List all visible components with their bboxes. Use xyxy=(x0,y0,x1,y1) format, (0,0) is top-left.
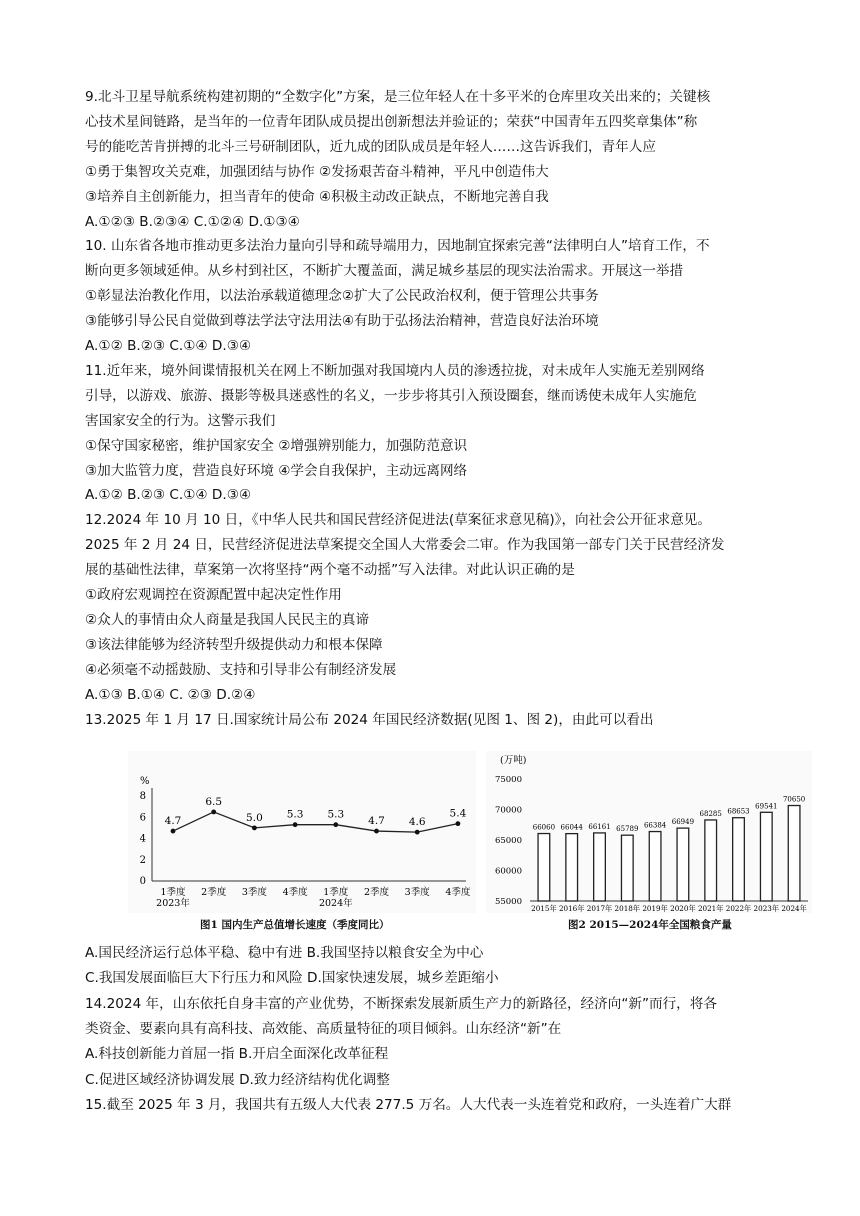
y-tick-label: 8 xyxy=(139,791,146,802)
x-tick-label: 3季度 xyxy=(404,887,430,898)
y-axis-unit: (万吨) xyxy=(500,755,527,766)
x-tick-label: 2022年 xyxy=(725,904,752,913)
text-line: 9.北斗卫星导航系统构建初期的“全数字化”方案，是三位年轻人在十多平米的仓库里攻关出来的；关键核 xyxy=(85,89,711,105)
data-point xyxy=(293,822,298,827)
data-label: 66044 xyxy=(560,823,583,832)
text-line: 2025 年 2 月 24 日，民营经济促进法草案提交全国人大常委会二审。作为我国第一部专门关于民营经济发 xyxy=(85,537,725,554)
x-tick-label: 1季度 xyxy=(323,887,349,898)
text-line: 引导，以游戏、旅游、摄影等极具迷惑性的名义，一步步将其引入预设圈套，继而诱使未成年人实施危 xyxy=(85,387,697,404)
text-line: ③加大监管力度，营造良好环境 ④学会自我保护，主动远离网络 xyxy=(85,462,468,479)
text-line: 断向更多领域延伸。从乡村到社区，不断扩大覆盖面，满足城乡基层的现实法治需求。开展这一举措 xyxy=(85,263,684,280)
text-line: ①彰显法治教化作用，以法治承载道德理念②扩大了公民政治权利，便于管理公共事务 xyxy=(85,288,599,305)
bar xyxy=(538,834,550,901)
x-tick-label: 2023年 xyxy=(156,898,190,909)
data-label: 68653 xyxy=(727,807,750,816)
chart-gdp-growth xyxy=(128,751,476,913)
x-tick-label: 2季度 xyxy=(201,887,227,898)
data-label: 68285 xyxy=(699,809,722,818)
data-label: 66060 xyxy=(532,823,556,832)
text-line: ③能够引导公民自觉做到尊法学法守法用法④有助于弘扬法治精神，营造良好法治环境 xyxy=(85,313,599,330)
data-point xyxy=(333,822,338,827)
bar xyxy=(677,828,689,901)
x-tick-label: 2021年 xyxy=(697,904,724,913)
bar xyxy=(566,834,578,901)
data-label: 66161 xyxy=(588,822,611,831)
y-tick-label: 70000 xyxy=(494,805,522,816)
data-label: 66384 xyxy=(643,821,667,830)
data-point xyxy=(252,825,257,830)
data-label: 6.5 xyxy=(205,795,223,808)
y-axis-unit: % xyxy=(140,776,150,787)
x-tick-label: 2016年 xyxy=(558,904,585,913)
x-tick-label: 2015年 xyxy=(531,904,557,913)
y-tick-label: 4 xyxy=(139,833,146,845)
data-label: 5.4 xyxy=(449,807,467,820)
x-tick-label: 4季度 xyxy=(282,887,308,898)
data-label: 66949 xyxy=(671,818,695,827)
data-label: 5.3 xyxy=(327,808,345,821)
bar xyxy=(788,806,800,901)
x-tick-label: 2020年 xyxy=(670,904,696,913)
text-line: ①政府宏观调控在资源配置中起决定性作用 xyxy=(85,587,342,603)
text-line: A.①② B.②③ C.①④ D.③④ xyxy=(85,338,252,354)
bar xyxy=(733,818,745,901)
text-line: A.①③ B.①④ C. ②③ D.②④ xyxy=(85,686,256,703)
text-line: 12.2024 年 10 月 10 日，《中华人民共和国民营经济促进法(草案征求意见稿)》，向社会公开征求意见。 xyxy=(85,512,711,529)
data-label: 70650 xyxy=(782,795,806,804)
text-line: ②众人的事情由众人商量是我国人民民主的真谛 xyxy=(85,611,370,628)
text-line: ③该法律能够为经济转型升级提供动力和根本保障 xyxy=(85,636,383,653)
x-tick-label: 2024年 xyxy=(318,898,353,909)
x-tick-label: 2017年 xyxy=(586,904,613,913)
y-tick-label: 60000 xyxy=(494,866,522,877)
data-point xyxy=(456,821,461,826)
text-line: 14.2024 年，山东依托自身丰富的产业优势，不断探索发展新质生产力的新路径，经济向“新”而行，将各 xyxy=(85,995,717,1012)
x-tick-label: 3季度 xyxy=(241,887,267,898)
data-label: 4.6 xyxy=(408,816,426,829)
bar xyxy=(705,820,717,901)
data-label: 5.3 xyxy=(286,808,304,821)
y-tick-label: 75000 xyxy=(494,775,522,785)
text-line: A.科技创新能力首屈一指 B.开启全面深化改革征程 xyxy=(85,1046,389,1063)
y-tick-label: 0 xyxy=(139,876,146,887)
text-line: ③培养自主创新能力，担当青年的使命 ④积极主动改正缺点，不断地完善自我 xyxy=(85,188,549,205)
x-tick-label: 2018年 xyxy=(614,904,641,913)
text-line: A.①②③ B.②③④ C.①②④ D.①③④ xyxy=(85,213,300,230)
chart-grain-output xyxy=(486,751,812,913)
text-line: 心技术星间链路，是当年的一位青年团队成员提出创新想法并验证的；荣获“中国青年五四奖章集体”称 xyxy=(85,113,698,130)
text-line: C.促进区域经济协调发展 D.致力经济结构优化调整 xyxy=(85,1071,390,1088)
text-line: 10. 山东省各地市推动更多法治力量向引导和疏导端用力，因地制宜探索完善“法律明白人”培育工作，不 xyxy=(85,238,710,255)
bar xyxy=(621,835,633,901)
text-line: 13.2025 年 1 月 17 日.国家统计局公布 2024 年国民经济数据(见图 1、图 2)，由此可以看出 xyxy=(85,711,654,728)
text-line: A.国民经济运行总体平稳、稳中有进 B.我国坚持以粮食安全为中心 xyxy=(85,945,484,961)
text-line: C.我国发展面临巨大下行压力和风险 D.国家快速发展，城乡差距缩小 xyxy=(85,970,499,987)
y-tick-label: 55000 xyxy=(494,897,522,907)
data-label: 65789 xyxy=(616,825,639,834)
data-point xyxy=(374,829,379,834)
bar xyxy=(760,812,772,901)
line-chart-svg xyxy=(128,751,476,913)
x-tick-label: 2019年 xyxy=(642,904,668,913)
bar-chart-svg xyxy=(486,751,812,913)
y-tick-label: 65000 xyxy=(494,836,522,846)
text-line: 号的能吃苦肯拼搏的北斗三号研制团队，近九成的团队成员是年轻人……这告诉我们，青年人应 xyxy=(85,138,656,155)
y-tick-label: 2 xyxy=(139,854,146,866)
text-line: 11.近年来，境外间谍情报机关在网上不断加强对我国境内人员的渗透拉拢，对未成年人实施无差别网络 xyxy=(85,362,705,379)
x-tick-label: 1季度 xyxy=(160,887,186,898)
data-point xyxy=(415,830,420,835)
x-tick-label: 2023年 xyxy=(753,904,780,913)
data-label: 4.7 xyxy=(164,815,182,828)
y-tick-label: 6 xyxy=(139,812,146,824)
chart2-caption: 图2 2015—2024年全国粮食产量 xyxy=(568,919,732,931)
data-label: 5.0 xyxy=(246,811,263,824)
text-line: 展的基础性法律，草案第一次将坚持“两个毫不动摇”写入法律。对此认识正确的是 xyxy=(85,562,575,579)
bar xyxy=(594,833,606,901)
text-line: ①勇于集智攻关克难，加强团结与协作 ②发扬艰苦奋斗精神，平凡中创造伟大 xyxy=(85,163,549,180)
x-tick-label: 2季度 xyxy=(363,887,390,898)
text-line: ①保守国家秘密，维护国家安全 ②增强辨别能力，加强防范意识 xyxy=(85,437,468,454)
x-tick-label: 4季度 xyxy=(445,887,471,898)
text-line: 类资金、要素向具有高科技、高效能、高质量特征的项目倾斜。山东经济“新”在 xyxy=(85,1020,562,1037)
data-label: 4.7 xyxy=(368,815,385,828)
data-point xyxy=(211,810,216,815)
text-line: 15.截至 2025 年 3 月，我国共有五级人大代表 277.5 万名。人大代表一头连着党和政府，一头连着广大群 xyxy=(85,1096,732,1113)
x-tick-label: 2024年 xyxy=(781,904,807,913)
text-line: ④必须毫不动摇鼓励、支持和引导非公有制经济发展 xyxy=(85,661,397,678)
bar xyxy=(649,832,661,901)
chart1-caption: 图1 国内生产总值增长速度（季度同比） xyxy=(200,919,390,931)
text-line: A.①② B.②③ C.①④ D.③④ xyxy=(85,487,252,504)
data-point xyxy=(171,829,176,834)
text-line: 害国家安全的行为。这警示我们 xyxy=(85,412,276,429)
data-label: 69541 xyxy=(755,802,778,811)
